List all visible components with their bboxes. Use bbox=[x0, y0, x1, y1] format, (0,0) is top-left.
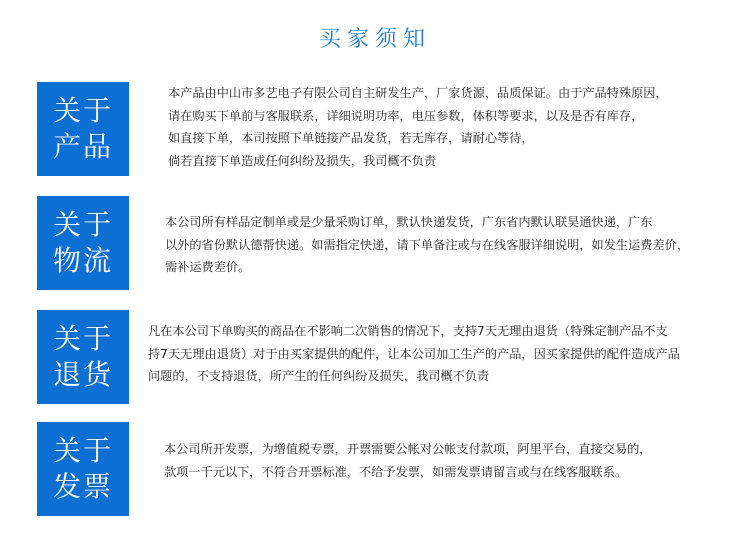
section-product bbox=[37, 82, 737, 178]
body-line: 问题的，不支持退货，所产生的任何纠纷及损失，我司概不负责 bbox=[148, 369, 490, 383]
tag-line-2: 产品 bbox=[52, 130, 113, 163]
tag-line-1: 关于 bbox=[52, 208, 113, 241]
section-tag-returns bbox=[37, 310, 129, 404]
section-body-returns bbox=[148, 320, 680, 388]
section-body-invoice bbox=[164, 438, 652, 483]
body-line: 倘若直接下单造成任何纠纷及损失，我司概不负责 bbox=[168, 153, 437, 168]
section-returns bbox=[37, 310, 737, 406]
section-tag-invoice bbox=[37, 422, 129, 516]
section-body-product bbox=[168, 82, 668, 172]
body-line: 本产品由中山市多艺电子有限公司自主研发生产，厂家货源，品质保证。由于产品特殊原因， bbox=[168, 86, 668, 100]
tag-line-2: 退货 bbox=[52, 358, 113, 391]
page-title: 买家须知 bbox=[318, 27, 431, 52]
body-line: 以外的省份默认德帮快递。如需指定快递，请下单备注或与在线客服详细说明，如发生运费差价， bbox=[165, 237, 690, 252]
body-line: 款项一千元以下，不符合开票标准，不给予发票，如需发票请留言或与在线客服联系。 bbox=[164, 464, 628, 479]
body-line: 请在购买下单前与客服联系，详细说明功率，电压参数，体积等要求，以及是否有库存， bbox=[168, 108, 644, 123]
body-line: 持7天无理由退货）对于由买家提供的配件，让本公司加工生产的产品，因买家提供的配件造成产品 bbox=[148, 346, 680, 361]
section-tag-product bbox=[37, 82, 129, 176]
body-line: 需补运费差价。 bbox=[165, 260, 251, 274]
body-line: 凡在本公司下单购买的商品在不影响二次销售的情况下，支持7天无理由退货（特殊定制产品不支 bbox=[148, 324, 668, 338]
section-body-logistics bbox=[165, 211, 689, 279]
tag-line-1: 关于 bbox=[52, 434, 113, 467]
tag-line-1: 关于 bbox=[52, 322, 113, 355]
section-invoice bbox=[37, 422, 737, 518]
section-logistics bbox=[37, 196, 737, 292]
tag-line-1: 关于 bbox=[52, 94, 113, 127]
tag-line-2: 物流 bbox=[52, 244, 113, 277]
body-line: 本公司所有样品定制单或是少量采购订单，默认快递发货，广东省内默认联昊通快递，广东 bbox=[165, 215, 653, 229]
body-line: 本公司所开发票，为增值税专票，开票需要公帐对公帐支付款项，阿里平台，直接交易的， bbox=[164, 442, 652, 456]
tag-line-2: 发票 bbox=[52, 470, 113, 503]
section-tag-logistics bbox=[37, 196, 129, 290]
body-line: 如直接下单，本司按照下单链接产品发货，若无库存，请耐心等待， bbox=[168, 131, 534, 145]
